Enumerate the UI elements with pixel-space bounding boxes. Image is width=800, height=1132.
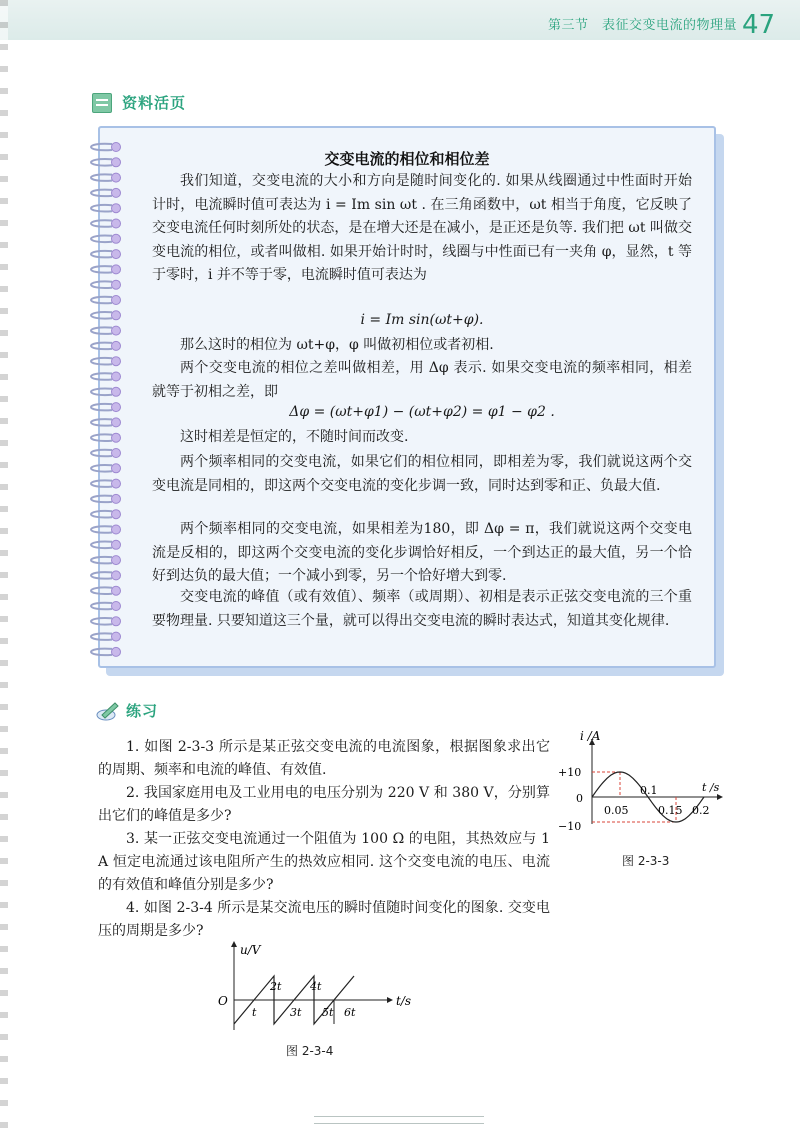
y-axis-label: u/V (240, 943, 261, 957)
reading-paragraph-7: 交变电流的峰值（或有效值）、频率（或周期）、初相是表示正弦交变电流的三个重要物理量. 只要知道这三个量，就可以得出交变电流的瞬时表达式，知道其变化规律. (152, 589, 692, 629)
reading-paragraph-2: 那么这时的相位为 ωt+φ，φ 叫做初相位或者初相. (180, 337, 494, 353)
reading-section-header (92, 92, 186, 113)
figure-2-3-3-current-graph (552, 724, 728, 844)
reading-formula-2: Δφ = (ωt+φ1) − (ωt+φ2) = φ1 − φ2 . (289, 404, 555, 420)
spiral-binding-icon (78, 136, 128, 666)
x-axis-label: t /s (702, 781, 720, 794)
exercise-2: 2. 我国家庭用电及工业用电的电压分别为 220 V 和 380 V，分别算出它们的峰值是多少? (98, 785, 550, 824)
y-axis-label: i /A (580, 729, 601, 743)
x-tick-0.1: 0.1 (640, 784, 658, 797)
binding-edge (0, 0, 8, 1132)
x-tick-2t: 2t (270, 980, 282, 993)
pencil-icon (96, 701, 120, 721)
reading-paragraph-5: 两个频率相同的交变电流，如果它们的相位相同，即相差为零，我们就说这两个交变电流是同相的，即这两个交变电流的变化步调一致，同时达到零和正、负最大值. (152, 454, 692, 494)
x-tick-5t: 5t (322, 1006, 334, 1019)
exercise-3: 3. 某一正弦交变电流通过一个阻值为 100 Ω 的电阻，其热效应与 1 A 恒定电流通过该电阻所产生的热效应相同. 这个交变电流的电压、电流的有效值和峰值分别是多少? (98, 831, 550, 893)
x-tick-0.15: 0.15 (658, 804, 683, 817)
x-tick-6t: 6t (344, 1006, 356, 1019)
origin-label: O (218, 994, 228, 1008)
reading-formula-1: i = Im sin(ωt+φ). (360, 312, 484, 328)
y-tick-zero: 0 (576, 792, 583, 805)
exercise-4: 4. 如图 2-3-4 所示是某交流电压的瞬时值随时间变化的图象. 交变电压的周期是多少? (98, 900, 550, 939)
exercise-section-label: 练习 (126, 702, 159, 720)
reading-paragraph-3: 两个交变电流的相位之差叫做相差，用 Δφ 表示. 如果交变电流的频率相同，相差就等于初相之差，即 (152, 360, 692, 400)
exercise-1: 1. 如图 2-3-3 所示是某正弦交变电流的电流图象，根据图象求出它的周期、频率和电流的峰值、有效值. (98, 739, 550, 778)
x-axis-label: t/s (396, 994, 412, 1008)
x-tick-0.05: 0.05 (604, 804, 629, 817)
card-title: 交变电流的相位和相位差 (324, 150, 490, 168)
figure-2-3-4-voltage-graph (210, 938, 442, 1034)
y-tick-pos: +10 (558, 766, 582, 779)
notebook-icon (92, 93, 112, 113)
exercise-section-header (96, 700, 158, 721)
x-tick-0.2: 0.2 (692, 804, 710, 817)
reading-paragraph-6: 两个频率相同的交变电流，如果相差为180，即 Δφ = π，我们就说这两个交变电流是反相的，即这两个交变电流的变化步调恰好相反，一个到达正的最大值，另一个恰好到达负的最大值；一个减小到零，另一个恰好增大到零. (152, 521, 692, 584)
reading-paragraph-4: 这时相差是恒定的，不随时间而改变. (180, 429, 409, 445)
footer-mark (314, 1116, 484, 1124)
x-tick-3t: 3t (290, 1006, 302, 1019)
figure-2-3-3-caption: 图 2-3-3 (622, 854, 670, 868)
x-tick-4t: 4t (310, 980, 322, 993)
figure-2-3-4-caption: 图 2-3-4 (286, 1044, 334, 1058)
reading-paragraph-1: 我们知道，交变电流的大小和方向是随时间变化的. 如果从线圈通过中性面时开始计时，电流瞬时值可表达为 i = Im sin ωt . 在三角函数中，ωt 相当于角度，它反映了交变电流任何时刻所处的状态，是在增大还是在减小，是正还是负等. 我们把 ωt 叫做交变电流的相位，或者叫做相. 如果开始计时时，线圈与中性面已有一夹角 φ，显然，t 等于零时，i 并不等于零，电流瞬时值可表达为 (152, 173, 692, 283)
y-tick-neg: −10 (558, 820, 582, 833)
reading-section-label: 资料活页 (122, 94, 187, 112)
section-title: 第三节 表征交变电流的物理量 (548, 18, 738, 33)
x-tick-t: t (252, 1006, 257, 1019)
page-number: 47 (742, 10, 776, 40)
